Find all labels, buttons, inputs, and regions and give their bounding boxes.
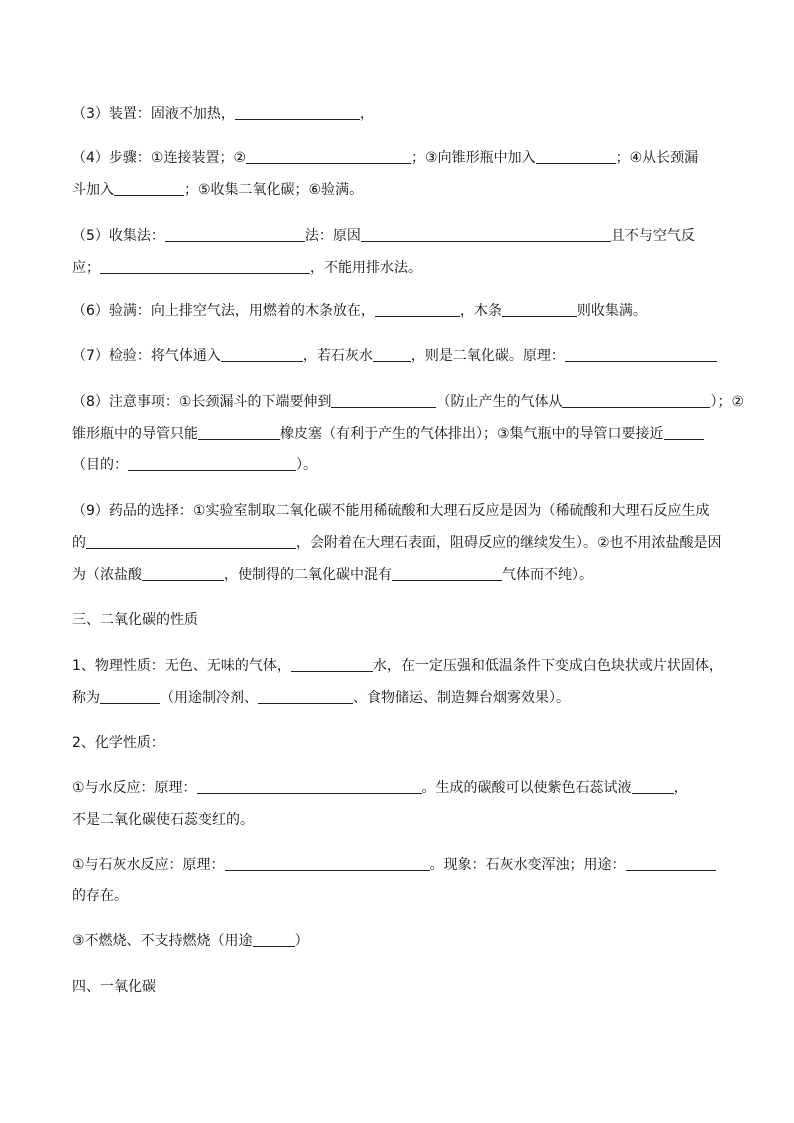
text: ，不能用排水法。	[310, 260, 422, 276]
text: 为（浓盐酸	[72, 567, 142, 583]
text: 锥形瓶中的导管只能	[72, 426, 198, 442]
text: （8）注意事项：①长颈漏斗的下端要伸到	[72, 394, 332, 410]
text: 橡皮塞（有利于产生的气体排出）；③集气瓶中的导管口要接近	[280, 426, 664, 442]
text: 水，在一定压强和低温条件下变成白色块状或片状固体，	[372, 658, 723, 674]
text: （5）收集法：	[72, 228, 165, 244]
text: （9）药品的选择：①实验室制取二氧化碳不能用稀硫酸和大理石反应是因为（稀硫酸和大理石反应生成	[72, 503, 710, 519]
text: ③不燃烧、不支持燃烧（用途	[72, 933, 253, 949]
text: 三、二氧化碳的性质	[72, 612, 198, 628]
text: 。生成的碳酸可以使紫色石蕊试液	[421, 780, 632, 796]
text: 1、物理性质：无色、无味的气体，	[72, 658, 291, 674]
text: ）	[294, 933, 309, 949]
text: （目的：	[72, 457, 128, 473]
text: 的存在。	[72, 888, 128, 904]
text: ，	[673, 780, 688, 796]
text: 且不与空气反	[610, 228, 695, 244]
line-physical-cont	[72, 688, 570, 708]
text: 四、一氧化碳	[72, 979, 156, 995]
line-apparatus	[72, 104, 374, 124]
line-water-reaction	[72, 778, 688, 798]
text: ，使制得的二氧化碳中混有	[224, 567, 392, 583]
text: 称为	[72, 690, 100, 706]
text: 的	[72, 535, 86, 551]
text: 斗加入	[72, 182, 114, 198]
text: （4）步骤：①连接装置；②	[72, 150, 247, 166]
text: 应；	[72, 260, 100, 276]
answer-blank[interactable]	[373, 346, 411, 362]
answer-blank[interactable]	[258, 688, 353, 704]
answer-blank[interactable]	[632, 778, 674, 794]
answer-blank[interactable]	[198, 424, 280, 440]
answer-blank[interactable]	[502, 301, 577, 317]
text: （防止产生的气体从	[436, 394, 563, 410]
line-reagents	[72, 501, 709, 521]
text: 不是二氧化碳使石蕊变红的。	[72, 812, 254, 828]
text: ，若石灰水	[302, 348, 373, 364]
line-limewater-reaction	[72, 855, 716, 875]
answer-blank[interactable]	[225, 855, 430, 871]
text: ，木条	[459, 303, 502, 319]
text: ）。	[296, 457, 317, 473]
text: ；④从长颈漏	[615, 150, 699, 166]
text: ，则是二氧化碳。原理：	[410, 348, 565, 364]
text: ①与石灰水反应：原理：	[72, 857, 225, 873]
answer-blank[interactable]	[235, 104, 360, 120]
answer-blank[interactable]	[253, 931, 295, 947]
section-heading-co	[72, 977, 156, 997]
answer-blank[interactable]	[165, 226, 305, 242]
answer-blank[interactable]	[100, 258, 310, 274]
line-inspection	[72, 346, 717, 366]
answer-blank[interactable]	[375, 301, 460, 317]
answer-blank[interactable]	[361, 226, 611, 242]
line-precautions	[72, 392, 744, 412]
text: 则收集满。	[576, 303, 647, 319]
answer-blank[interactable]	[100, 688, 160, 704]
answer-blank[interactable]	[246, 148, 411, 164]
text: ）；②	[710, 394, 745, 410]
answer-blank[interactable]	[128, 455, 296, 471]
text: （7）检验：将气体通入	[72, 348, 221, 364]
text: ；③向锥形瓶中加入	[411, 150, 536, 166]
text: ，会附着在大理石表面，阻碍反应的继续发生）。②也不用浓盐酸是因	[296, 535, 722, 551]
text: 。现象：石灰水变浑浊；用途：	[429, 857, 626, 873]
answer-blank[interactable]	[565, 346, 717, 362]
line-test-full	[72, 301, 647, 321]
answer-blank[interactable]	[536, 148, 616, 164]
text: ；⑤收集二氧化碳；⑥验满。	[184, 182, 364, 198]
line-collection-cont	[72, 258, 422, 278]
answer-blank[interactable]	[626, 855, 716, 871]
line-steps-cont	[72, 180, 363, 200]
text: 、食物储运、制造舞台烟雾效果）。	[353, 690, 570, 706]
text: ，	[359, 106, 374, 122]
line-water-reaction-cont	[72, 810, 254, 830]
line-steps	[72, 148, 698, 168]
answer-blank[interactable]	[221, 346, 303, 362]
line-limewater-cont	[72, 886, 128, 906]
text: （用途制冷剂、	[160, 690, 258, 706]
text: （6）验满：向上排空气法，用燃着的木条放在，	[72, 303, 375, 319]
answer-blank[interactable]	[392, 565, 502, 581]
line-precautions-cont	[72, 424, 704, 444]
answer-blank[interactable]	[114, 180, 184, 196]
answer-blank[interactable]	[291, 656, 373, 672]
answer-blank[interactable]	[562, 392, 710, 408]
text: ①与水反应：原理：	[72, 780, 197, 796]
answer-blank[interactable]	[197, 778, 422, 794]
line-physical	[72, 656, 723, 676]
answer-blank[interactable]	[86, 533, 296, 549]
line-reagents-cont	[72, 533, 722, 553]
line-chemical	[72, 733, 165, 753]
section-heading-co2-properties	[72, 610, 198, 630]
text: （3）装置：固液不加热，	[72, 106, 235, 122]
line-purpose	[72, 455, 317, 475]
line-reagents-cont2	[72, 565, 593, 585]
text: 法：原因	[304, 228, 361, 244]
answer-blank[interactable]	[142, 565, 224, 581]
text: 气体而不纯）。	[502, 567, 593, 583]
answer-blank[interactable]	[664, 424, 704, 440]
line-collection	[72, 226, 695, 246]
answer-blank[interactable]	[331, 392, 436, 408]
text: 2、化学性质：	[72, 735, 165, 751]
line-combustion	[72, 931, 309, 951]
